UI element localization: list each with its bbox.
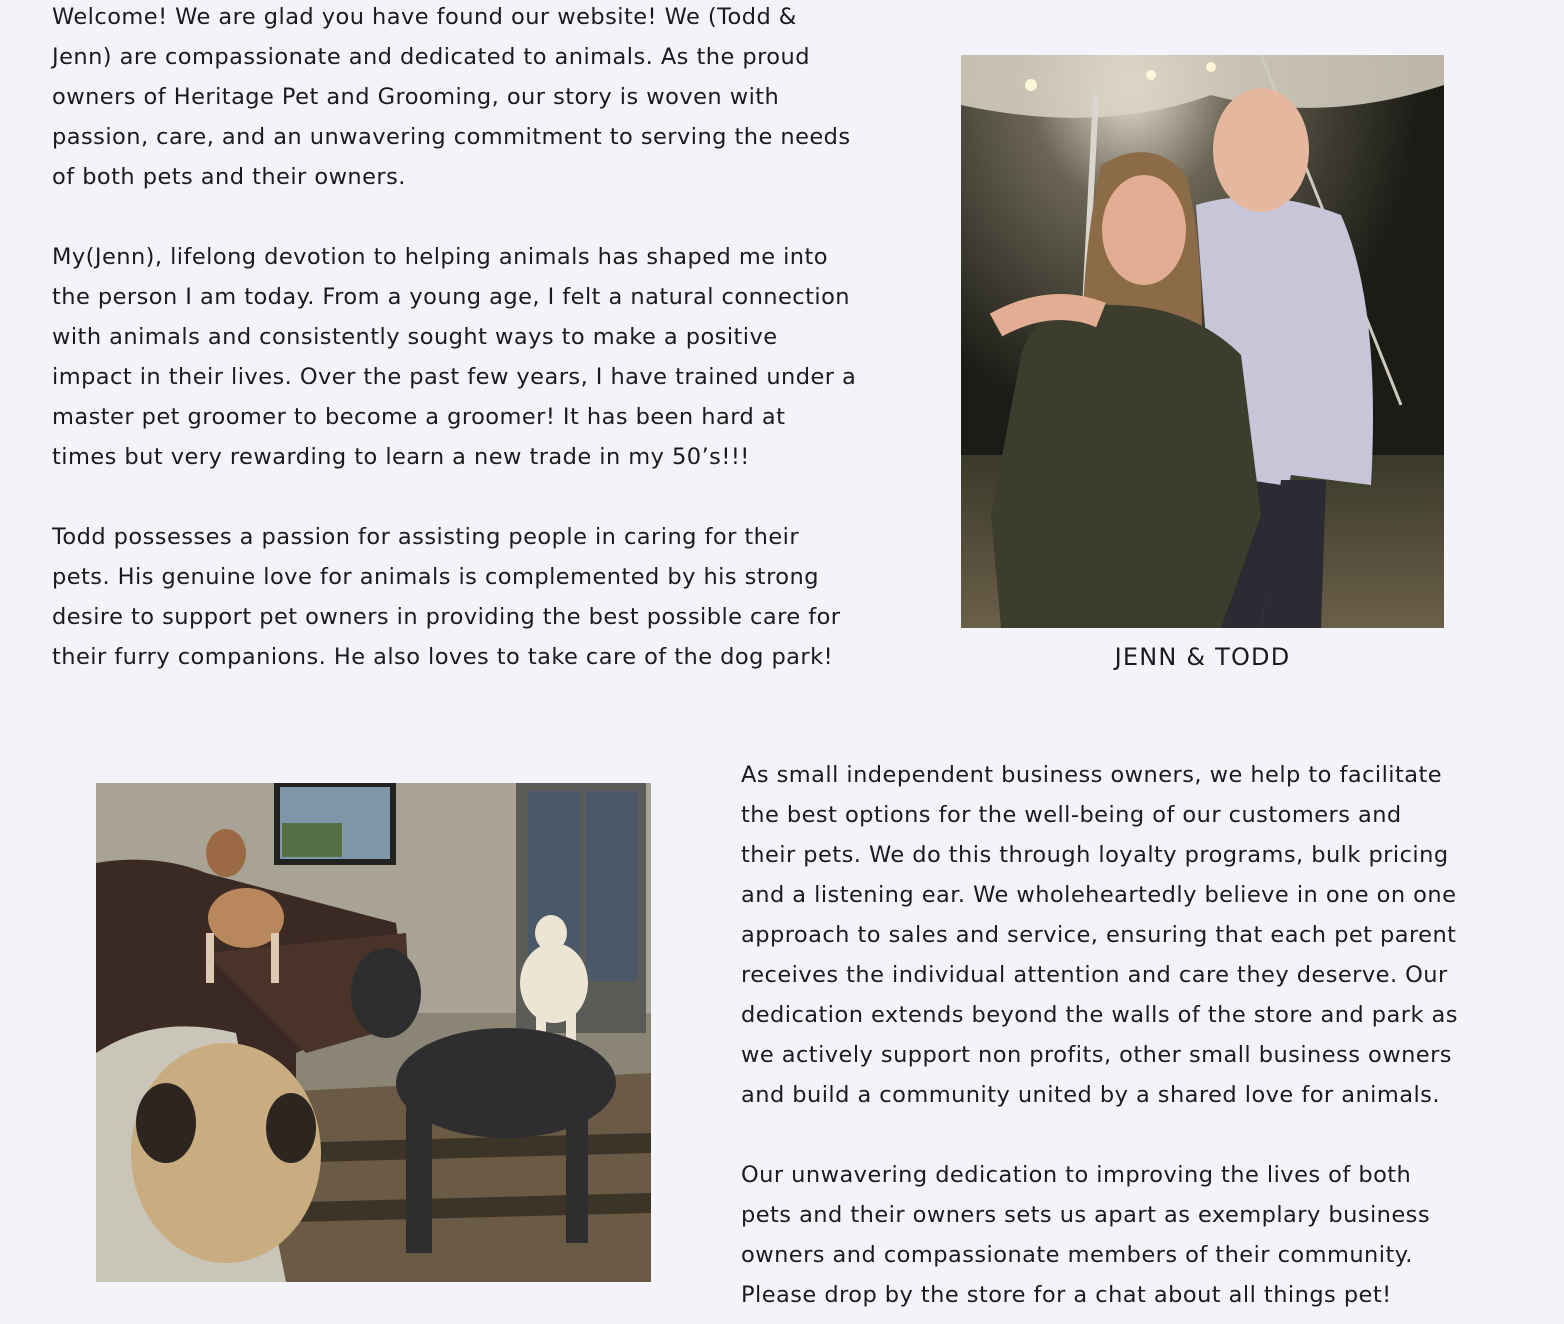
owners-photo [961,55,1444,628]
business-paragraph-dedication: Our unwavering dedication to improving the lives of both pets and their owners sets us apart as exemplary business owners and compassionate members of their community. Please drop by the store for a chat about all things pet! [741,1162,1431,1308]
owners-photo-caption: JENN & TODD [1114,643,1291,671]
business-text-block [741,755,1541,1315]
dogs-photo [96,783,651,1282]
business-paragraph-services: As small independent business owners, we help to facilitate the best options for the well-being of our customers and their pets. We do this through loyalty programs, bulk pricing and a listening ear. We wholeheartedly believe in one on one approach to sales and service, ensuring that each pet parent receives the individual attention and care they deserve. Our dedication extends beyond the walls of the store and park as we actively support non profits, other small business owners and build a community united by a shared love for animals. [741,762,1458,1108]
intro-text-block [52,0,932,677]
intro-paragraph-jenn: My(Jenn), lifelong devotion to helping animals has shaped me into the person I am today. From a young age, I felt a natural connection with animals and consistently sought ways to make a positive impact in their lives. Over the past few years, I have trained under a master pet groomer to become a groomer! It has been hard at times but very rewarding to learn a new trade in my 50’s!!! [52,244,857,470]
intro-paragraph-welcome: Welcome! We are glad you have found our website! We (Todd & Jenn) are compassionate and dedicated to animals. As the proud owners of Heritage Pet and Grooming, our story is woven with passion, care, and an unwavering commitment to serving the needs of both pets and their owners. [52,4,851,190]
intro-paragraph-todd: Todd possesses a passion for assisting people in caring for their pets. His genuine love for animals is complemented by his strong desire to support pet owners in providing the best possible care for their furry companions. He also loves to take care of the dog park! [52,524,841,670]
